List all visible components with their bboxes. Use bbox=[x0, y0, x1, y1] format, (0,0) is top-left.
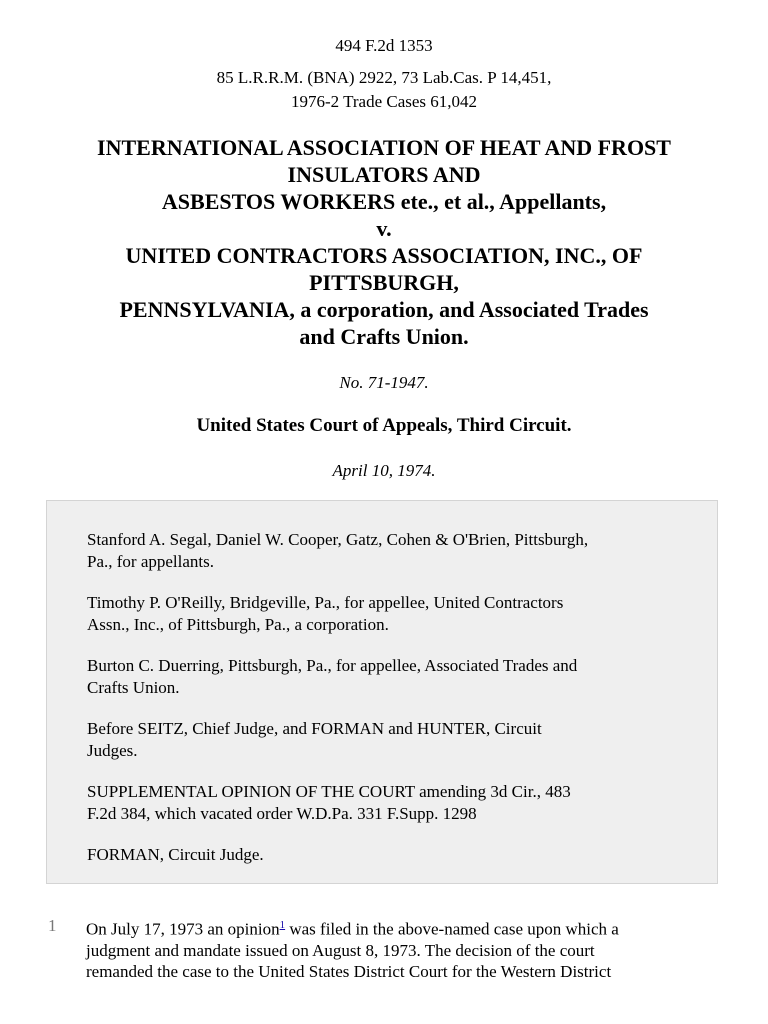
opinion-author: FORMAN, Circuit Judge. bbox=[87, 845, 264, 864]
judges-panel bbox=[87, 718, 687, 762]
paragraph-line: judgment and mandate issued on August 8, 1973. The decision of the court bbox=[86, 940, 595, 960]
counsel-line: Pa., for appellants. bbox=[87, 552, 214, 571]
parallel-citations bbox=[0, 66, 768, 114]
counsel-line: Assn., Inc., of Pittsburgh, Pa., a corporation. bbox=[87, 615, 389, 634]
paragraph-text bbox=[86, 915, 726, 982]
case-info-box bbox=[46, 500, 718, 884]
supplemental-opinion-note bbox=[87, 781, 687, 825]
reporter-citation: 494 F.2d 1353 bbox=[335, 36, 433, 55]
case-title-line: INSULATORS AND bbox=[287, 162, 481, 187]
counsel-appellants bbox=[87, 529, 687, 573]
paragraph-line: was filed in the above-named case upon which a bbox=[285, 919, 619, 939]
case-title-line: PITTSBURGH, bbox=[309, 270, 459, 295]
court-name: United States Court of Appeals, Third Circuit. bbox=[196, 415, 572, 436]
panel-line: Judges. bbox=[87, 741, 138, 760]
case-title-line: INTERNATIONAL ASSOCIATION OF HEAT AND FROST bbox=[97, 135, 671, 160]
counsel-line: Timothy P. O'Reilly, Bridgeville, Pa., for appellee, United Contractors bbox=[87, 593, 564, 612]
counsel-line: Burton C. Duerring, Pittsburgh, Pa., for appellee, Associated Trades and bbox=[87, 656, 578, 675]
case-title-line: UNITED CONTRACTORS ASSOCIATION, INC., OF bbox=[125, 243, 643, 268]
docket-number: No. 71-1947. bbox=[339, 373, 429, 392]
supplemental-line: SUPPLEMENTAL OPINION OF THE COURT amending 3d Cir., 483 bbox=[87, 782, 571, 801]
parallel-citation-line: 1976-2 Trade Cases 61,042 bbox=[290, 92, 478, 111]
case-title-line: ASBESTOS WORKERS ete., et al., Appellants, bbox=[161, 189, 607, 214]
case-title-line: v. bbox=[376, 216, 392, 241]
counsel-appellee-atcu bbox=[87, 655, 687, 699]
counsel-appellee-ucа bbox=[87, 592, 687, 636]
parallel-citation-line: 85 L.R.R.M. (BNA) 2922, 73 Lab.Cas. P 14,451, bbox=[216, 68, 552, 87]
counsel-line: Stanford A. Segal, Daniel W. Cooper, Gatz, Cohen & O'Brien, Pittsburgh, bbox=[87, 530, 589, 549]
footnote-link[interactable]: 1 bbox=[279, 919, 286, 931]
supplemental-line: F.2d 384, which vacated order W.D.Pa. 331 F.Supp. 1298 bbox=[87, 804, 477, 823]
case-title bbox=[40, 134, 728, 350]
paragraph-line: remanded the case to the United States District Court for the Western District bbox=[86, 961, 612, 981]
paragraph-line: On July 17, 1973 an opinion bbox=[86, 919, 280, 939]
decision-date: April 10, 1974. bbox=[332, 461, 436, 480]
panel-line: Before SEITZ, Chief Judge, and FORMAN and HUNTER, Circuit bbox=[87, 719, 542, 738]
case-title-line: and Crafts Union. bbox=[299, 324, 469, 349]
case-title-line: PENNSYLVANIA, a corporation, and Associated Trades bbox=[119, 297, 649, 322]
counsel-line: Crafts Union. bbox=[87, 678, 180, 697]
paragraph-number: 1 bbox=[48, 916, 57, 935]
